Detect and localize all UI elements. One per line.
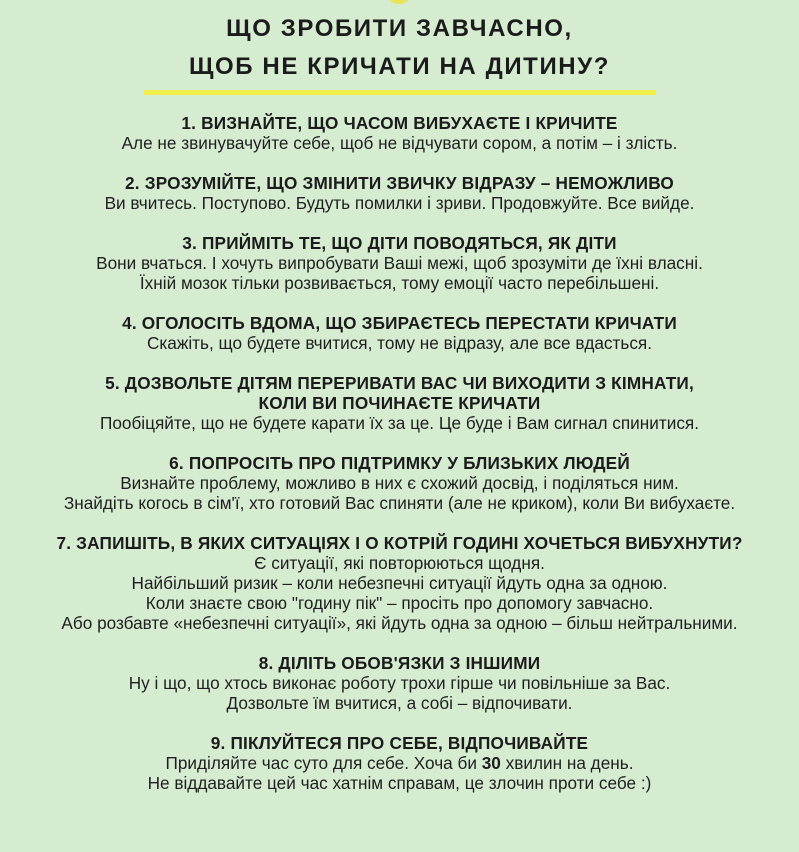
tips-list — [0, 113, 799, 813]
tip-item-3 — [0, 233, 799, 293]
tip-text-emphasis: 30 — [481, 753, 501, 773]
tip-text-line: Або розбавте «небезпечні ситуації», які йдуть одна за одною – більш нейтральними. — [61, 613, 738, 633]
title-underline — [144, 90, 656, 95]
tip-text-line: Вони вчаться. І хочуть випробувати Ваші межі, щоб зрозуміти де їхні власні. — [96, 253, 703, 273]
tip-text-line: Знайдіть когось в сім'ї, хто готовий Вас спиняти (але не криком), коли Ви вибухаєте. — [63, 493, 736, 513]
tip-item-2 — [0, 173, 799, 213]
tip-heading: 3. ПРИЙМІТЬ ТЕ, ЩО ДІТИ ПОВОДЯТЬСЯ, ЯК ДІТИ — [182, 233, 617, 253]
tip-text-line: Ну і що, що хтось виконає роботу трохи гірше чи повільніше за Вас. — [128, 673, 671, 693]
tip-item-6 — [0, 453, 799, 513]
tip-item-1 — [0, 113, 799, 153]
tip-text-segment: Приділяйте час суто для себе. Хоча би — [165, 753, 482, 773]
tip-heading: 9. ПІКЛУЙТЕСЯ ПРО СЕБЕ, ВІДПОЧИВАЙТЕ — [210, 733, 589, 753]
tip-text-line: Є ситуації, які повторюються щодня. — [254, 553, 545, 573]
tip-text-line: Їхній мозок тільки розвивається, тому емоції часто перебільшені. — [139, 273, 660, 293]
tip-text-line: Ви вчитесь. Поступово. Будуть помилки і зриви. Продовжуйте. Все вийде. — [104, 193, 695, 213]
tip-heading: 4. ОГОЛОСІТЬ ВДОМА, ЩО ЗБИРАЄТЕСЬ ПЕРЕСТАТИ КРИЧАТИ — [122, 313, 677, 333]
tip-item-9 — [0, 733, 799, 793]
tip-text-line: Найбільший ризик – коли небезпечні ситуації йдуть одна за одною. — [131, 573, 668, 593]
tip-text-segment: хвилин на день. — [500, 753, 634, 773]
tip-text-line: Скажіть, що будете вчитися, тому не відразу, але все вдасться. — [146, 333, 653, 353]
page-header — [0, 10, 799, 95]
tip-text-line: Але не звинувачуйте себе, щоб не відчувати сором, а потім – і злість. — [121, 133, 678, 153]
tip-text-line: Дозвольте їм вчитися, а собі – відпочивати. — [226, 693, 573, 713]
tip-text-line: Визнайте проблему, можливо в них є схожий досвід, і поділяться ним. — [120, 473, 679, 493]
tip-item-5 — [0, 373, 799, 433]
tip-item-4 — [0, 313, 799, 353]
tip-heading: 8. ДІЛІТЬ ОБОВ'ЯЗКИ З ІНШИМИ — [258, 653, 541, 673]
tip-heading: 2. ЗРОЗУМІЙТЕ, ЩО ЗМІНИТИ ЗВИЧКУ ВІДРАЗУ – НЕМОЖЛИВО — [125, 173, 674, 193]
tip-item-8 — [0, 653, 799, 713]
tip-text-line — [0, 753, 799, 773]
tip-text-line: Не віддавайте цей час хатнім справам, це злочин проти себе :) — [147, 773, 652, 793]
tip-text-line: Пообіцяйте, що не будете карати їх за це. Це буде і Вам сигнал спинитися. — [99, 413, 700, 433]
tip-heading: 1. ВИЗНАЙТЕ, ЩО ЧАСОМ ВИБУХАЄТЕ І КРИЧИТЕ — [181, 113, 618, 133]
tip-heading: КОЛИ ВИ ПОЧИНАЄТЕ КРИЧАТИ — [258, 393, 541, 413]
page-title-line-1: ЩО ЗРОБИТИ ЗАВЧАСНО, — [226, 15, 573, 42]
top-decoration — [388, 0, 410, 4]
tip-heading: 7. ЗАПИШІТЬ, В ЯКИХ СИТУАЦІЯХ І О КОТРІЙ ГОДИНІ ХОЧЕТЬСЯ ВИБУХНУТИ? — [56, 533, 743, 553]
tip-item-7 — [0, 533, 799, 633]
tip-heading: 5. ДОЗВОЛЬТЕ ДІТЯМ ПЕРЕРИВАТИ ВАС ЧИ ВИХОДИТИ З КІМНАТИ, — [105, 373, 694, 393]
tip-text-line: Коли знаєте свою "годину пік" – просіть про допомогу завчасно. — [145, 593, 654, 613]
tip-heading: 6. ПОПРОСІТЬ ПРО ПІДТРИМКУ У БЛИЗЬКИХ ЛЮДЕЙ — [169, 453, 630, 473]
page-title-line-2: ЩОБ НЕ КРИЧАТИ НА ДИТИНУ? — [188, 53, 611, 80]
